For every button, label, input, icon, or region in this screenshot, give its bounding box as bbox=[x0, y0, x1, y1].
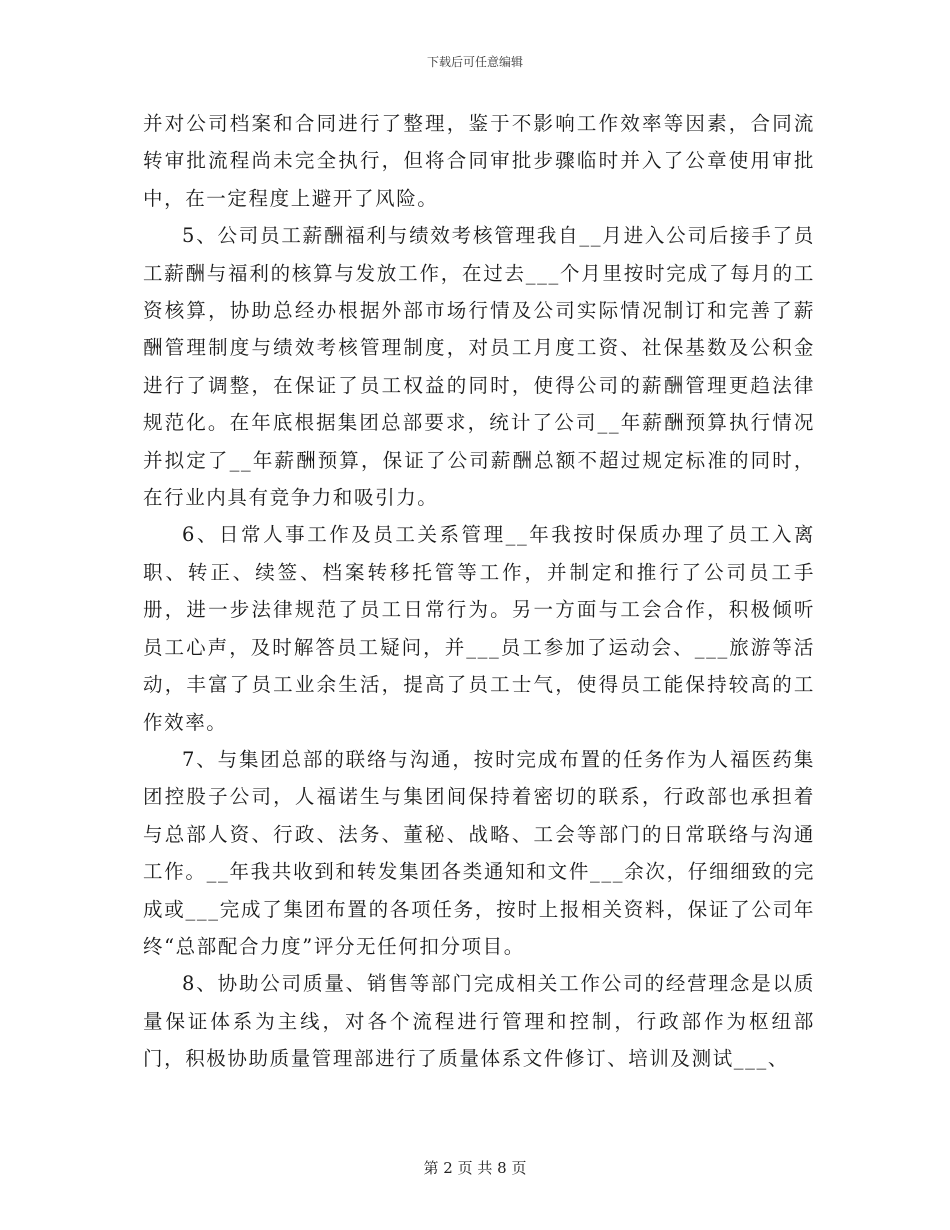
paragraph-continuation: 并对公司档案和合同进行了整理，鉴于不影响工作效率等因素，合同流转审批流程尚未完全执行，但将合同审批步骤临时并入了公章使用审批中，在一定程度上避开了风险。 bbox=[143, 112, 815, 210]
paragraph-item-8: 8、协助公司质量、销售等部门完成相关工作公司的经营理念是以质量保证体系为主线，对各个流程进行管理和控制，行政部作为枢纽部门，积极协助质量管理部进行了质量体系文件修订、培训及测试___、 bbox=[143, 972, 815, 1071]
paragraph-item-7: 7、与集团总部的联络与沟通，按时完成布置的任务作为人福医药集团控股子公司，人福诺生与集团间保持着密切的联系，行政部也承担着与总部人资、行政、法务、董秘、战略、工会等部门的日常联络与沟通工作。__年我共收到和转发集团各类通知和文件___余次，仔细细致的完成或___完成了集团布置的各项任务，按时上报相关资料，保证了公司年终“总部配合力度”评分无任何扣分项目。 bbox=[143, 747, 815, 958]
document-body bbox=[143, 105, 815, 1078]
paragraph-item-5: 5、公司员工薪酬福利与绩效考核管理我自__月进入公司后接手了员工薪酬与福利的核算与发放工作，在过去___个月里按时完成了每月的工资核算，协助总经办根据外部市场行情及公司实际情况制订和完善了薪酬管理制度与绩效考核管理制度，对员工月度工资、社保基数及公积金进行了调整，在保证了员工权益的同时，使得公司的薪酬管理更趋法律规范化。在年底根据集团总部要求，统计了公司__年薪酬预算执行情况并拟定了__年薪酬预算，保证了公司薪酬总额不超过规定标准的同时，在行业内具有竞争力和吸引力。 bbox=[143, 224, 815, 510]
page-header-note: 下载后可任意编辑 bbox=[426, 55, 523, 69]
paragraph-item-6: 6、日常人事工作及员工关系管理__年我按时保质办理了员工入离职、转正、续签、档案转移托管等工作，并制定和推行了公司员工手册，进一步法律规范了员工日常行为。另一方面与工会合作，积极倾听员工心声，及时解答员工疑问，并___员工参加了运动会、___旅游等活动，丰富了员工业余生活，提高了员工士气，使得员工能保持较高的工作效率。 bbox=[143, 523, 815, 734]
page-number: 第 2 页 共 8 页 bbox=[423, 1159, 527, 1177]
